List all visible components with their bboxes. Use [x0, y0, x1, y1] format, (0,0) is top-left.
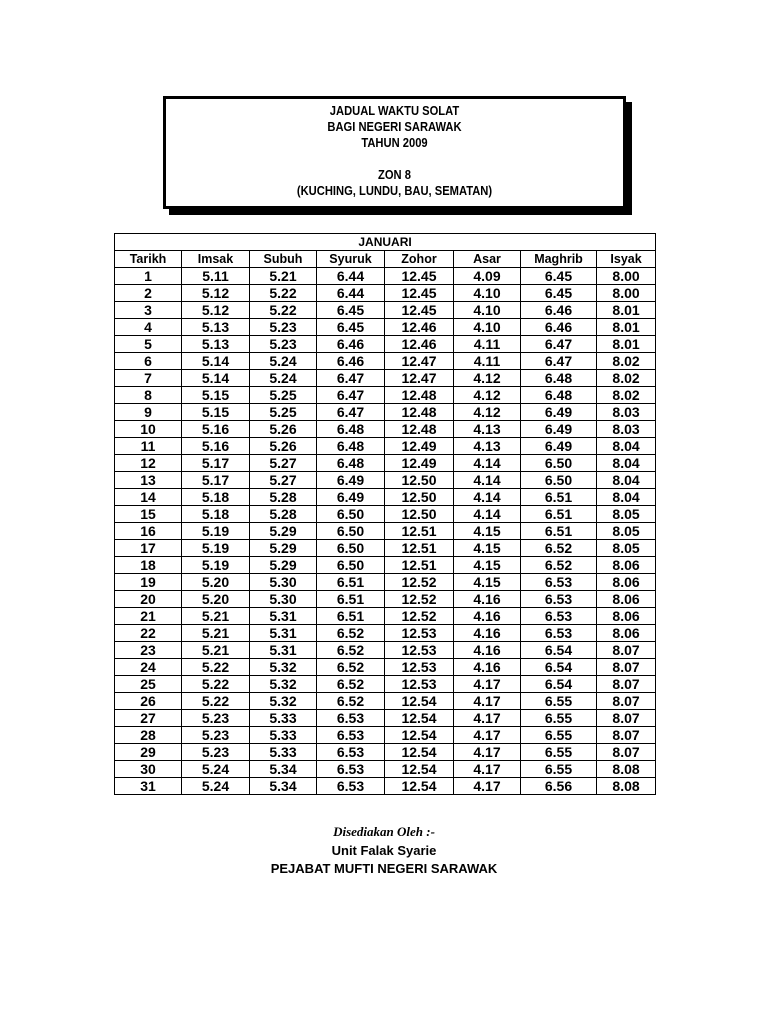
- table-cell: 6.49: [317, 472, 385, 489]
- table-cell: 5.16: [182, 421, 250, 438]
- table-cell: 5.30: [250, 591, 317, 608]
- table-cell: 12.53: [385, 676, 454, 693]
- table-cell: 8.07: [597, 659, 656, 676]
- col-tarikh: Tarikh: [115, 251, 182, 268]
- prepared-by-label: Disediakan Oleh :-: [333, 824, 435, 839]
- table-cell: 4.17: [454, 710, 521, 727]
- table-cell: 5.15: [182, 387, 250, 404]
- table-row: [115, 370, 656, 387]
- table-cell: 8.04: [597, 455, 656, 472]
- table-cell: 8.05: [597, 506, 656, 523]
- table-cell: 5.13: [182, 336, 250, 353]
- table-cell: 17: [115, 540, 182, 557]
- table-cell: 4.12: [454, 370, 521, 387]
- table-cell: 4: [115, 319, 182, 336]
- table-cell: 5.14: [182, 353, 250, 370]
- table-cell: 6.45: [317, 302, 385, 319]
- table-cell: 8.07: [597, 744, 656, 761]
- table-cell: 6: [115, 353, 182, 370]
- table-row: [115, 608, 656, 625]
- table-cell: 6.56: [521, 778, 597, 795]
- table-cell: 5.21: [182, 625, 250, 642]
- table-cell: 6.53: [521, 574, 597, 591]
- table-cell: 5.31: [250, 608, 317, 625]
- table-cell: 5.21: [182, 608, 250, 625]
- col-maghrib: Maghrib: [521, 251, 597, 268]
- table-cell: 6.51: [317, 574, 385, 591]
- table-cell: 5.22: [182, 659, 250, 676]
- table-cell: 4.11: [454, 353, 521, 370]
- table-cell: 6.51: [521, 506, 597, 523]
- table-cell: 12.47: [385, 353, 454, 370]
- table-row: [115, 659, 656, 676]
- table-cell: 6.52: [317, 676, 385, 693]
- table-cell: 8.04: [597, 472, 656, 489]
- table-cell: 10: [115, 421, 182, 438]
- table-cell: 12.46: [385, 319, 454, 336]
- table-cell: 5.25: [250, 404, 317, 421]
- table-cell: 6.45: [521, 268, 597, 285]
- table-cell: 5.18: [182, 489, 250, 506]
- table-cell: 4.13: [454, 438, 521, 455]
- table-cell: 5.23: [250, 319, 317, 336]
- table-cell: 4.12: [454, 404, 521, 421]
- table-cell: 6.55: [521, 710, 597, 727]
- table-cell: 4.14: [454, 455, 521, 472]
- table-cell: 4.17: [454, 761, 521, 778]
- table-cell: 5.17: [182, 455, 250, 472]
- table-cell: 6.44: [317, 285, 385, 302]
- table-cell: 4.12: [454, 387, 521, 404]
- table-cell: 6.55: [521, 693, 597, 710]
- table-row: [115, 591, 656, 608]
- table-cell: 8.07: [597, 693, 656, 710]
- table-cell: 26: [115, 693, 182, 710]
- table-cell: 6.49: [521, 421, 597, 438]
- title-line-1: JADUAL WAKTU SOLAT: [329, 103, 460, 118]
- col-syuruk: Syuruk: [317, 251, 385, 268]
- table-row: [115, 506, 656, 523]
- table-cell: 5.20: [182, 591, 250, 608]
- table-cell: 6.54: [521, 642, 597, 659]
- table-row: [115, 540, 656, 557]
- table-cell: 21: [115, 608, 182, 625]
- table-cell: 6.53: [521, 608, 597, 625]
- table-cell: 6.44: [317, 268, 385, 285]
- table-cell: 12.48: [385, 404, 454, 421]
- col-isyak: Isyak: [597, 251, 656, 268]
- table-cell: 6.50: [317, 557, 385, 574]
- table-cell: 8.06: [597, 625, 656, 642]
- table-row: [115, 676, 656, 693]
- table-cell: 8.03: [597, 421, 656, 438]
- table-row: [115, 778, 656, 795]
- table-cell: 6.46: [521, 319, 597, 336]
- table-cell: 8.06: [597, 591, 656, 608]
- table-cell: 12: [115, 455, 182, 472]
- table-cell: 4.17: [454, 676, 521, 693]
- table-cell: 24: [115, 659, 182, 676]
- table-cell: 8.07: [597, 642, 656, 659]
- table-cell: 6.53: [317, 727, 385, 744]
- table-cell: 6.50: [521, 472, 597, 489]
- table-row: [115, 727, 656, 744]
- table-cell: 5.16: [182, 438, 250, 455]
- title-line-3: TAHUN 2009: [361, 135, 428, 150]
- table-cell: 12.51: [385, 523, 454, 540]
- table-cell: 8.00: [597, 285, 656, 302]
- table-cell: 12.50: [385, 472, 454, 489]
- table-cell: 8.08: [597, 761, 656, 778]
- office-name: PEJABAT MUFTI NEGERI SARAWAK: [270, 861, 498, 876]
- table-cell: 9: [115, 404, 182, 421]
- table-cell: 6.51: [317, 608, 385, 625]
- table-cell: 8.06: [597, 557, 656, 574]
- table-row: [115, 489, 656, 506]
- table-cell: 12.45: [385, 268, 454, 285]
- table-cell: 8.06: [597, 608, 656, 625]
- table-cell: 4.14: [454, 489, 521, 506]
- table-cell: 6.45: [521, 285, 597, 302]
- table-cell: 25: [115, 676, 182, 693]
- table-cell: 6.51: [521, 523, 597, 540]
- table-cell: 12.54: [385, 778, 454, 795]
- table-cell: 6.47: [521, 353, 597, 370]
- table-cell: 6.55: [521, 727, 597, 744]
- table-cell: 6.53: [521, 625, 597, 642]
- table-cell: 5.15: [182, 404, 250, 421]
- table-cell: 8.01: [597, 336, 656, 353]
- table-cell: 6.54: [521, 659, 597, 676]
- table-cell: 4.15: [454, 523, 521, 540]
- table-cell: 5.30: [250, 574, 317, 591]
- table-cell: 5.24: [182, 778, 250, 795]
- table-cell: 28: [115, 727, 182, 744]
- month-header: JANUARI: [115, 234, 656, 251]
- table-cell: 12.49: [385, 455, 454, 472]
- table-cell: 6.52: [317, 659, 385, 676]
- table-cell: 12.52: [385, 591, 454, 608]
- table-cell: 8.07: [597, 727, 656, 744]
- table-cell: 6.52: [317, 642, 385, 659]
- table-row: [115, 574, 656, 591]
- table-row: [115, 404, 656, 421]
- table-cell: 5.27: [250, 455, 317, 472]
- table-cell: 5.33: [250, 710, 317, 727]
- table-cell: 5.23: [182, 710, 250, 727]
- table-cell: 4.16: [454, 625, 521, 642]
- table-cell: 1: [115, 268, 182, 285]
- table-cell: 5.21: [250, 268, 317, 285]
- table-cell: 5.33: [250, 727, 317, 744]
- table-cell: 14: [115, 489, 182, 506]
- table-cell: 12.45: [385, 285, 454, 302]
- table-cell: 5.18: [182, 506, 250, 523]
- table-cell: 12.54: [385, 693, 454, 710]
- table-cell: 4.14: [454, 472, 521, 489]
- table-cell: 8.03: [597, 404, 656, 421]
- table-cell: 4.16: [454, 608, 521, 625]
- table-row: [115, 421, 656, 438]
- column-header-row: [115, 251, 656, 268]
- table-cell: 13: [115, 472, 182, 489]
- table-cell: 4.10: [454, 319, 521, 336]
- table-cell: 12.50: [385, 506, 454, 523]
- table-cell: 5.13: [182, 319, 250, 336]
- table-cell: 5: [115, 336, 182, 353]
- table-cell: 6.52: [317, 693, 385, 710]
- table-cell: 5.24: [250, 353, 317, 370]
- table-cell: 4.10: [454, 285, 521, 302]
- table-cell: 4.11: [454, 336, 521, 353]
- table-cell: 5.24: [182, 761, 250, 778]
- table-cell: 5.26: [250, 438, 317, 455]
- table-cell: 4.17: [454, 693, 521, 710]
- table-cell: 7: [115, 370, 182, 387]
- table-cell: 12.52: [385, 608, 454, 625]
- table-cell: 6.52: [521, 557, 597, 574]
- table-cell: 5.12: [182, 285, 250, 302]
- table-cell: 6.54: [521, 676, 597, 693]
- table-cell: 6.49: [521, 404, 597, 421]
- table-row: [115, 285, 656, 302]
- table-cell: 5.34: [250, 761, 317, 778]
- table-cell: 5.23: [182, 727, 250, 744]
- table-row: [115, 710, 656, 727]
- unit-name: Unit Falak Syarie: [331, 843, 437, 858]
- col-asar: Asar: [454, 251, 521, 268]
- table-cell: 12.51: [385, 540, 454, 557]
- table-cell: 6.50: [317, 540, 385, 557]
- table-cell: 11: [115, 438, 182, 455]
- table-cell: 2: [115, 285, 182, 302]
- table-cell: 4.16: [454, 659, 521, 676]
- table-cell: 6.53: [521, 591, 597, 608]
- table-cell: 5.19: [182, 557, 250, 574]
- table-cell: 12.54: [385, 761, 454, 778]
- table-cell: 6.53: [317, 778, 385, 795]
- table-row: [115, 387, 656, 404]
- prayer-times-table: [114, 233, 656, 795]
- table-cell: 6.48: [521, 387, 597, 404]
- table-cell: 5.29: [250, 523, 317, 540]
- table-cell: 8.01: [597, 319, 656, 336]
- table-cell: 6.49: [521, 438, 597, 455]
- table-cell: 6.53: [317, 761, 385, 778]
- table-cell: 12.54: [385, 710, 454, 727]
- table-cell: 5.22: [182, 693, 250, 710]
- table-cell: 12.53: [385, 625, 454, 642]
- col-zohor: Zohor: [385, 251, 454, 268]
- table-cell: 5.32: [250, 659, 317, 676]
- zone-line: ZON 8: [378, 167, 411, 182]
- table-cell: 4.09: [454, 268, 521, 285]
- table-cell: 8.04: [597, 489, 656, 506]
- table-cell: 12.52: [385, 574, 454, 591]
- col-imsak: Imsak: [182, 251, 250, 268]
- col-subuh: Subuh: [250, 251, 317, 268]
- table-cell: 5.29: [250, 557, 317, 574]
- table-cell: 6.49: [317, 489, 385, 506]
- table-cell: 8.08: [597, 778, 656, 795]
- table-cell: 5.19: [182, 540, 250, 557]
- title-line-2: BAGI NEGERI SARAWAK: [327, 119, 462, 134]
- table-cell: 5.20: [182, 574, 250, 591]
- table-cell: 29: [115, 744, 182, 761]
- table-cell: 6.48: [317, 438, 385, 455]
- table-cell: 8.02: [597, 370, 656, 387]
- table-cell: 4.13: [454, 421, 521, 438]
- table-cell: 8.07: [597, 710, 656, 727]
- table-cell: 20: [115, 591, 182, 608]
- table-row: [115, 336, 656, 353]
- table-cell: 5.14: [182, 370, 250, 387]
- table-cell: 4.15: [454, 574, 521, 591]
- table-cell: 5.29: [250, 540, 317, 557]
- table-cell: 4.17: [454, 778, 521, 795]
- table-cell: 5.24: [250, 370, 317, 387]
- table-cell: 5.17: [182, 472, 250, 489]
- table-cell: 5.25: [250, 387, 317, 404]
- table-cell: 5.22: [250, 302, 317, 319]
- table-cell: 22: [115, 625, 182, 642]
- table-cell: 8.02: [597, 387, 656, 404]
- table-row: [115, 744, 656, 761]
- table-cell: 6.50: [317, 523, 385, 540]
- table-cell: 6.55: [521, 761, 597, 778]
- table-cell: 6.48: [317, 421, 385, 438]
- table-cell: 6.52: [317, 625, 385, 642]
- table-cell: 12.54: [385, 744, 454, 761]
- table-cell: 6.55: [521, 744, 597, 761]
- table-cell: 6.46: [317, 336, 385, 353]
- table-cell: 8.00: [597, 268, 656, 285]
- table-cell: 6.50: [521, 455, 597, 472]
- table-cell: 6.46: [521, 302, 597, 319]
- table-row: [115, 302, 656, 319]
- table-cell: 6.51: [521, 489, 597, 506]
- table-cell: 12.48: [385, 421, 454, 438]
- table-cell: 8.01: [597, 302, 656, 319]
- table-cell: 27: [115, 710, 182, 727]
- table-cell: 4.17: [454, 727, 521, 744]
- table-cell: 5.11: [182, 268, 250, 285]
- table-row: [115, 625, 656, 642]
- table-cell: 31: [115, 778, 182, 795]
- table-row: [115, 523, 656, 540]
- table-row: [115, 438, 656, 455]
- table-cell: 12.51: [385, 557, 454, 574]
- table-cell: 5.26: [250, 421, 317, 438]
- table-cell: 5.31: [250, 642, 317, 659]
- table-row: [115, 268, 656, 285]
- table-cell: 18: [115, 557, 182, 574]
- table-cell: 5.28: [250, 506, 317, 523]
- table-cell: 19: [115, 574, 182, 591]
- table-cell: 30: [115, 761, 182, 778]
- table-cell: 8: [115, 387, 182, 404]
- table-cell: 23: [115, 642, 182, 659]
- table-cell: 5.34: [250, 778, 317, 795]
- table-cell: 12.53: [385, 659, 454, 676]
- table-cell: 5.32: [250, 676, 317, 693]
- table-row: [115, 455, 656, 472]
- table-cell: 5.28: [250, 489, 317, 506]
- table-cell: 6.47: [317, 404, 385, 421]
- zone-areas-line: (KUCHING, LUNDU, BAU, SEMATAN): [296, 183, 493, 198]
- table-cell: 12.53: [385, 642, 454, 659]
- table-cell: 5.23: [182, 744, 250, 761]
- table-cell: 5.27: [250, 472, 317, 489]
- table-cell: 6.50: [317, 506, 385, 523]
- table-cell: 6.47: [317, 387, 385, 404]
- table-cell: 12.54: [385, 727, 454, 744]
- table-cell: 5.32: [250, 693, 317, 710]
- table-cell: 5.12: [182, 302, 250, 319]
- table-cell: 8.02: [597, 353, 656, 370]
- table-cell: 4.15: [454, 557, 521, 574]
- table-cell: 5.31: [250, 625, 317, 642]
- table-cell: 4.16: [454, 591, 521, 608]
- table-cell: 3: [115, 302, 182, 319]
- table-cell: 5.23: [250, 336, 317, 353]
- table-cell: 8.05: [597, 523, 656, 540]
- table-cell: 6.45: [317, 319, 385, 336]
- table-cell: 5.33: [250, 744, 317, 761]
- table-cell: 12.49: [385, 438, 454, 455]
- table-cell: 4.14: [454, 506, 521, 523]
- table-cell: 4.17: [454, 744, 521, 761]
- table-cell: 5.21: [182, 642, 250, 659]
- table-cell: 6.51: [317, 591, 385, 608]
- table-cell: 6.47: [521, 336, 597, 353]
- table-cell: 6.52: [521, 540, 597, 557]
- table-cell: 6.53: [317, 744, 385, 761]
- table-cell: 12.50: [385, 489, 454, 506]
- table-cell: 6.48: [521, 370, 597, 387]
- table-cell: 16: [115, 523, 182, 540]
- table-cell: 5.19: [182, 523, 250, 540]
- table-cell: 5.22: [250, 285, 317, 302]
- table-row: [115, 319, 656, 336]
- table-row: [115, 353, 656, 370]
- table-cell: 4.10: [454, 302, 521, 319]
- table-cell: 12.46: [385, 336, 454, 353]
- table-cell: 12.45: [385, 302, 454, 319]
- table-cell: 6.47: [317, 370, 385, 387]
- table-row: [115, 472, 656, 489]
- table-row: [115, 642, 656, 659]
- table-row: [115, 761, 656, 778]
- table-cell: 12.48: [385, 387, 454, 404]
- table-cell: 8.05: [597, 540, 656, 557]
- table-cell: 8.07: [597, 676, 656, 693]
- table-cell: 6.48: [317, 455, 385, 472]
- table-cell: 6.53: [317, 710, 385, 727]
- table-cell: 5.22: [182, 676, 250, 693]
- table-cell: 12.47: [385, 370, 454, 387]
- table-cell: 8.04: [597, 438, 656, 455]
- table-row: [115, 693, 656, 710]
- table-cell: 6.46: [317, 353, 385, 370]
- table-cell: 4.15: [454, 540, 521, 557]
- table-cell: 4.16: [454, 642, 521, 659]
- title-box: [163, 96, 626, 209]
- table-cell: 8.06: [597, 574, 656, 591]
- table-row: [115, 557, 656, 574]
- table-cell: 15: [115, 506, 182, 523]
